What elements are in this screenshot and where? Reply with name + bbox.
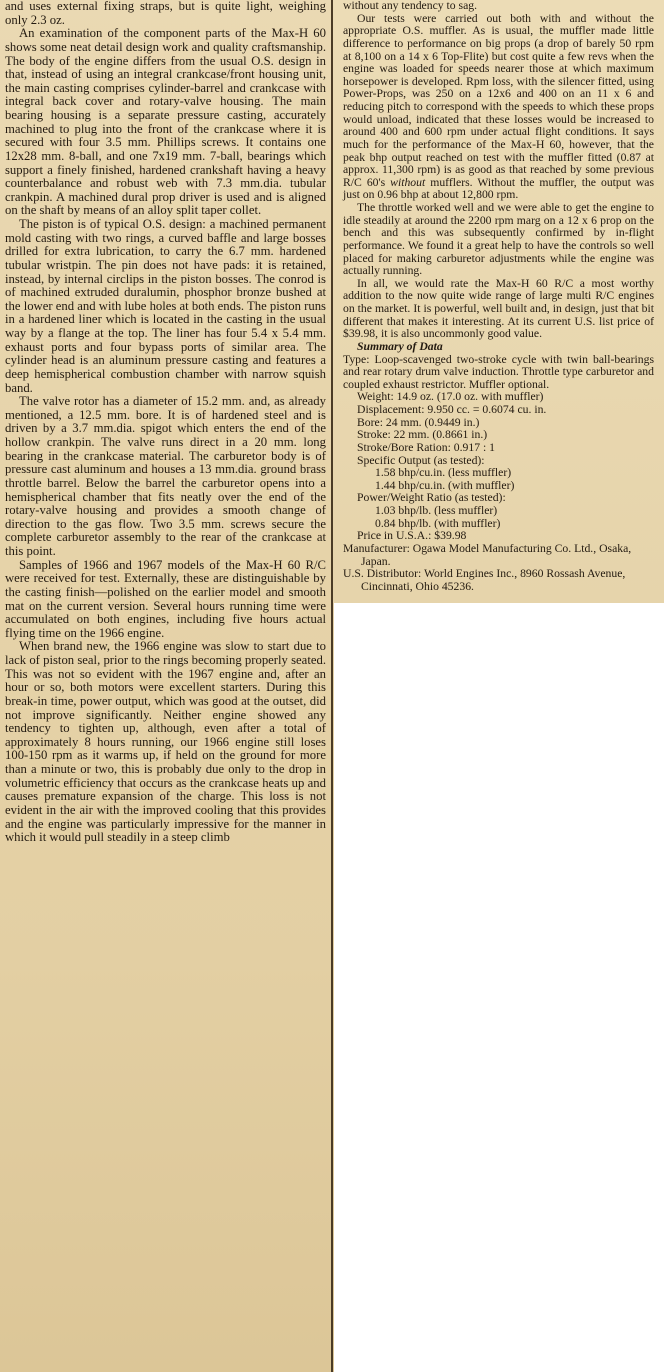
stroke-bore-line: Stroke/Bore Ration: 0.917 : 1 [357,440,495,454]
paragraph: An examination of the component parts of the Max-H 60 shows some neat detail design work and quality craftsmanship. The body of the engine differs from the usual O.S. design in that, instead of using an integral crankcase/front housing unit, the main casting comprises cylinder-barrel and crankcase with integral back cover and rotary-valve housing. The main bearing housing is a separate pressure casting, accurately machined to plug into the front of the crankcase where it is secured with four 3.5 mm. Phillips screws. It contains one 12x28 mm. 8-ball, and one 7x19 mm. 7-ball, bearings which support a finely finished, hardened crankshaft having a heavy counterbalance and robust web with 7.3 mm.dia. tubular crankpin. A machined dural prop driver is used and is aligned on the shaft by means of an alloy split taper collet. [5,26,326,218]
paragraph: When brand new, the 1966 engine was slow to start due to lack of piston seal, prior to the rings becoming properly seated. This was not so evident with the 1967 engine and, after an hour or so, both motors were excellent starters. During this break-in time, power output, which was good at the outset, did not improve significantly. Neither engine showed any tendency to tighten up, although, even after a total of approximately 8 hours running, our 1966 engine still loses 100-150 rpm as it warms up, if held on the ground for more than a minute or two, this is probably due only to the drop in volumetric efficiency that occurs as the crankcase heats up and causes premature expansion of the charge. This loss is not evident in the air with the improved cooling that this provides and the engine was particularly impressive for the manner in which it would pull steadily in a steep climb [5,639,326,845]
left-column [5,0,326,845]
power-weight-line: Power/Weight Ratio (as tested): [357,491,506,505]
paragraph: and uses external fixing straps, but is quite light, weighing only 2.3 oz. [5,0,326,27]
paragraph: In all, we would rate the Max-H 60 R/C a most worthy addition to the now quite wide range of large multi R/C engines on the market. It is powerful, well built and, in design, just that bit different that makes it interesting. At its current U.S. list price of $39.98, it is also uncommonly good value. [343,276,654,341]
power-weight-value: 0.84 bhp/lb. (with muffler) [375,516,501,530]
right-column [343,0,654,593]
emphasis-text: without [390,175,426,189]
paragraph: The piston is of typical O.S. design: a machined permanent mold casting with two rings, a curved baffle and large bosses drilled for extra lubrication, to carry the 6.7 mm. hardened tubular wristpin. The pin does not have pads: it is retained, instead, by internal circlips in the piston bosses. The conrod is of machined extruded duralumin, phosphor bronze bushed at the lower end and with lube holes at both ends. The piston runs in a hardened liner which is located in the casting in the usual way by a flange at the top. The liner has four 5.4 x 5.4 mm. exhaust ports and four bypass ports of similar area. The cylinder head is an aluminum pressure casting and features a deep hemispherical combustion chamber with narrow squish band. [5,217,326,395]
price-line: Price in U.S.A.: $39.98 [357,529,467,543]
column-divider [331,0,333,1372]
power-weight-value: 1.03 bhp/lb. (less muffler) [375,504,498,517]
specific-output-value: 1.58 bhp/cu.in. (less muffler) [375,466,512,480]
blank-area [334,603,664,1372]
distributor-line: U.S. Distributor: World Engines Inc., 8960 Rossash Avenue, Cincinnati, Ohio 45236. [343,567,626,593]
paragraph: Samples of 1966 and 1967 models of the Max-H 60 R/C were received for test. Externally, these are distinguishable by the casting finish—polished on the earlier model and smooth mat on the current version. Several hours running time were accumulated on both engines, including five hours actual flying time on the 1966 engine. [5,557,326,640]
stroke-line: Stroke: 22 mm. (0.8661 in.) [357,428,488,442]
bore-line: Bore: 24 mm. (0.9449 in.) [357,415,480,429]
weight-line: Weight: 14.9 oz. (17.0 oz. with muffler) [357,390,544,404]
summary-heading: Summary of Data [357,339,443,353]
paragraph [343,13,654,202]
specific-output-line: Specific Output (as tested): [357,453,485,467]
type-line: Type: Loop-scavenged two-stroke cycle with twin ball-bearings and rear rotary drum valve induction. Throttle type carburetor and coupled exhaust restrictor. Muffler optional. [343,352,654,391]
specific-output-value: 1.44 bhp/cu.in. (with muffler) [375,478,515,492]
paragraph-text: mufflers. Without the muffler, the output was just on 0.96 bhp at about 12,800 rpm. [343,175,655,202]
paragraph: without any tendency to sag. [343,0,478,12]
displacement-line: Displacement: 9.950 cc. = 0.6074 cu. in. [357,403,547,416]
paragraph: The throttle worked well and we were able to get the engine to idle steadily at around the 2200 rpm marg on a 12 x 6 prop on the bench and this was subsequently confirmed by in-flight performance. We found it a great help to have the controls so well placed for making carburetor adjustments while the engine was actually running. [343,201,654,278]
manufacturer-line: Manufacturer: Ogawa Model Manufacturing Co. Ltd., Osaka, Japan. [343,541,632,568]
paragraph-text: Our tests were carried out both with and without the appropriate O.S. muffler. As is usual, the muffler made little difference to performance on big props (a drop of barely 50 rpm at 8,100 on a 14 x 6 Top-Flite) but cost quite a few revs when the engine was loaded for speeds nearer those at which maximum horsepower is developed. Rpm loss, with the silencer fitted, using Power-Props, was 250 on a 12x6 and 400 on an 11 x 6 and reducing pitch to correspond with the speeds to which these props would unload, indicated that these losses would be increased to around 400 and 600 rpm under actual flight conditions. It says much for the performance of the Max-H 60, however, that the peak bhp output reached on test with the muffler fitted (0.87 at approx. 11,300 rpm) is as good as that reached by some previous R/C 60's [343,11,654,189]
paragraph: The valve rotor has a diameter of 15.2 mm. and, as already mentioned, a 12.5 mm. bore. It is of hardened steel and is driven by a 3.7 mm.dia. spigot which enters the end of the hollow crankpin. The valve runs direct in a 20 mm. long bearing in the crankcase material. The carburetor body is of pressure cast aluminum and houses a 13 mm.dia. ground brass throttle barrel. Below the barrel the carburetor opens into a hemispherical chamber that fits neatly over the end of the rotary-valve housing and provides a smooth change of direction to the gas flow. Two 3.5 mm. screws secure the complete carburetor assembly to the rear of the crankcase at this point. [5,394,326,558]
